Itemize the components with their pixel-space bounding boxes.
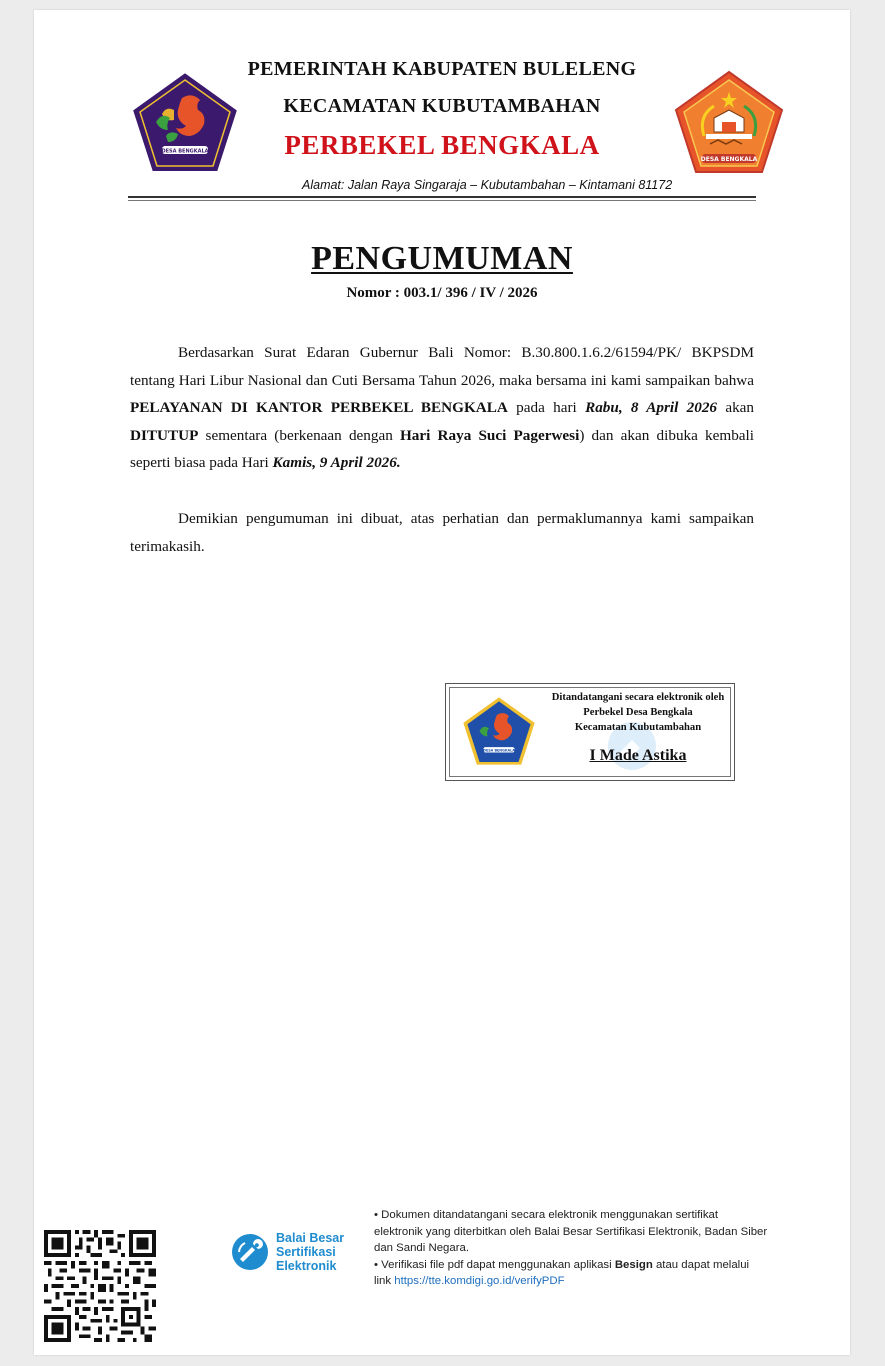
announcement-paragraph-1: Berdasarkan Surat Edaran Gubernur Bali Nomor: B.30.800.1.6.2/61594/PK/ BKPSDM tentang Hari Libur Nasional dan Cuti Bersama Tahun 2026, maka bersama ini kami sampaikan bahwa PELAYANAN DI KANTOR PERBEKEL BENGKALA pada hari Rabu, 8 April 2026 akan DITUTUP sementara (berkenaan dengan Hari Raya Suci Pagerwesi) dan akan dibuka kembali seperti biasa pada Hari Kamis, 9 April 2026.	[130, 344, 755, 471]
letterhead-district: KECAMATAN KUBUTAMBAHAN	[283, 95, 601, 117]
document-title: PENGUMUMAN	[311, 240, 573, 277]
qr-code-icon	[44, 1230, 156, 1342]
letterhead-divider	[128, 196, 756, 198]
signature-caption: Ditandatangani secara elektronik oleh Perbekel Desa Bengkala Kecamatan Kubutambahan	[551, 692, 725, 733]
bsre-wordmark: Balai Besar Sertifikasi Elektronik	[276, 1231, 345, 1273]
letterhead-divider-thin	[128, 200, 756, 201]
signature-emblem-label: DESA BENGKALA	[483, 748, 515, 753]
signatory-name: I Made Astika	[589, 747, 687, 764]
right-emblem-label: DESA BENGKALA	[700, 156, 758, 163]
footer-note-certificate: • Dokumen ditandatangani secara elektronik menggunakan sertifikat elektronik yang diterbitkan oleh Balai Besar Sertifikasi Elektronik, Badan Siber dan Sandi Negara.	[374, 1209, 768, 1254]
letterhead-office: PERBEKEL BENGKALA	[284, 130, 600, 160]
left-emblem-label: DESA BENGKALA	[161, 148, 209, 155]
announcement-paragraph-2: Demikian pengumuman ini dibuat, atas perhatian dan permaklumannya kami sampaikan terimakasih.	[130, 510, 754, 555]
bsre-logo-icon	[230, 1232, 270, 1272]
document-number: Nomor : 003.1/ 396 / IV / 2026	[346, 285, 538, 301]
electronic-signature-box	[445, 683, 735, 781]
letterhead-address: Alamat: Jalan Raya Singaraja – Kubutambahan – Kintamani 81172	[302, 178, 673, 192]
document-page	[34, 10, 850, 1355]
footer-notes	[374, 1207, 769, 1290]
footer-note-verification: • Verifikasi file pdf dapat menggunakan aplikasi Besign atau dapat melalui link https://tte.komdigi.go.id/verifyPDF	[374, 1258, 750, 1287]
signature-emblem-icon	[462, 696, 536, 766]
letterhead-government: PEMERINTAH KABUPATEN BULELENG	[247, 58, 637, 80]
verify-pdf-link[interactable]: https://tte.komdigi.go.id/verifyPDF	[394, 1275, 565, 1287]
